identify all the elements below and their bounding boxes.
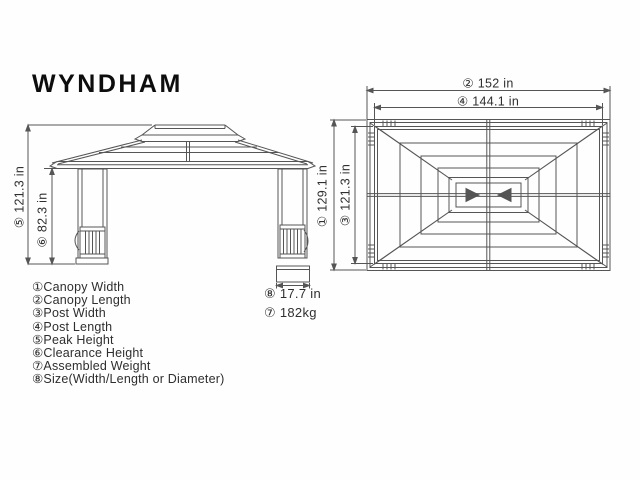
front-elevation-view: [26, 125, 315, 289]
post-frame-outline: [375, 127, 603, 264]
canopy-width-dim-label: ① 129.1 in: [315, 164, 330, 228]
canopy-outline: [367, 120, 610, 271]
post-base-box: [277, 266, 310, 282]
size-value-label: ⑧ 17.7 in: [264, 286, 321, 301]
product-title: WYNDHAM: [32, 70, 183, 98]
top-plan-view: [330, 86, 610, 271]
gazebo-roof: [50, 140, 315, 169]
clearance-height-dim-label: ⑥ 82.3 in: [35, 192, 50, 248]
legend-item-post-width: ③Post Width: [32, 306, 106, 321]
roof-tiers: [400, 143, 577, 247]
weight-value-label: ⑦ 182kg: [264, 305, 317, 320]
peak-height-dim-label: ⑤ 121.3 in: [12, 165, 27, 229]
right-post: [277, 169, 310, 282]
legend-item-canopy-width: ①Canopy Width: [32, 280, 125, 294]
left-post: [75, 169, 108, 264]
dimension-legend: [32, 281, 224, 387]
center-post: [187, 142, 190, 162]
center-vent: [449, 178, 528, 213]
legend-item-post-length: ④Post Length: [32, 319, 113, 334]
legend-item-canopy-length: ②Canopy Length: [32, 293, 131, 308]
post-length-dim-label: ④ 144.1 in: [456, 94, 520, 109]
legend-item-peak-height: ⑤Peak Height: [32, 332, 114, 347]
legend-item-assembled-weight: ⑦Assembled Weight: [32, 359, 151, 374]
hip-rafters: [370, 123, 607, 267]
legend-item-size: ⑧Size(Width/Length or Diameter): [32, 372, 225, 387]
canopy-length-dim-label: ② 152 in: [462, 76, 514, 91]
gazebo-cupola: [135, 125, 245, 142]
post-width-dim-label: ③ 121.3 in: [338, 163, 353, 227]
legend-item-clearance-height: ⑥Clearance Height: [32, 346, 144, 361]
